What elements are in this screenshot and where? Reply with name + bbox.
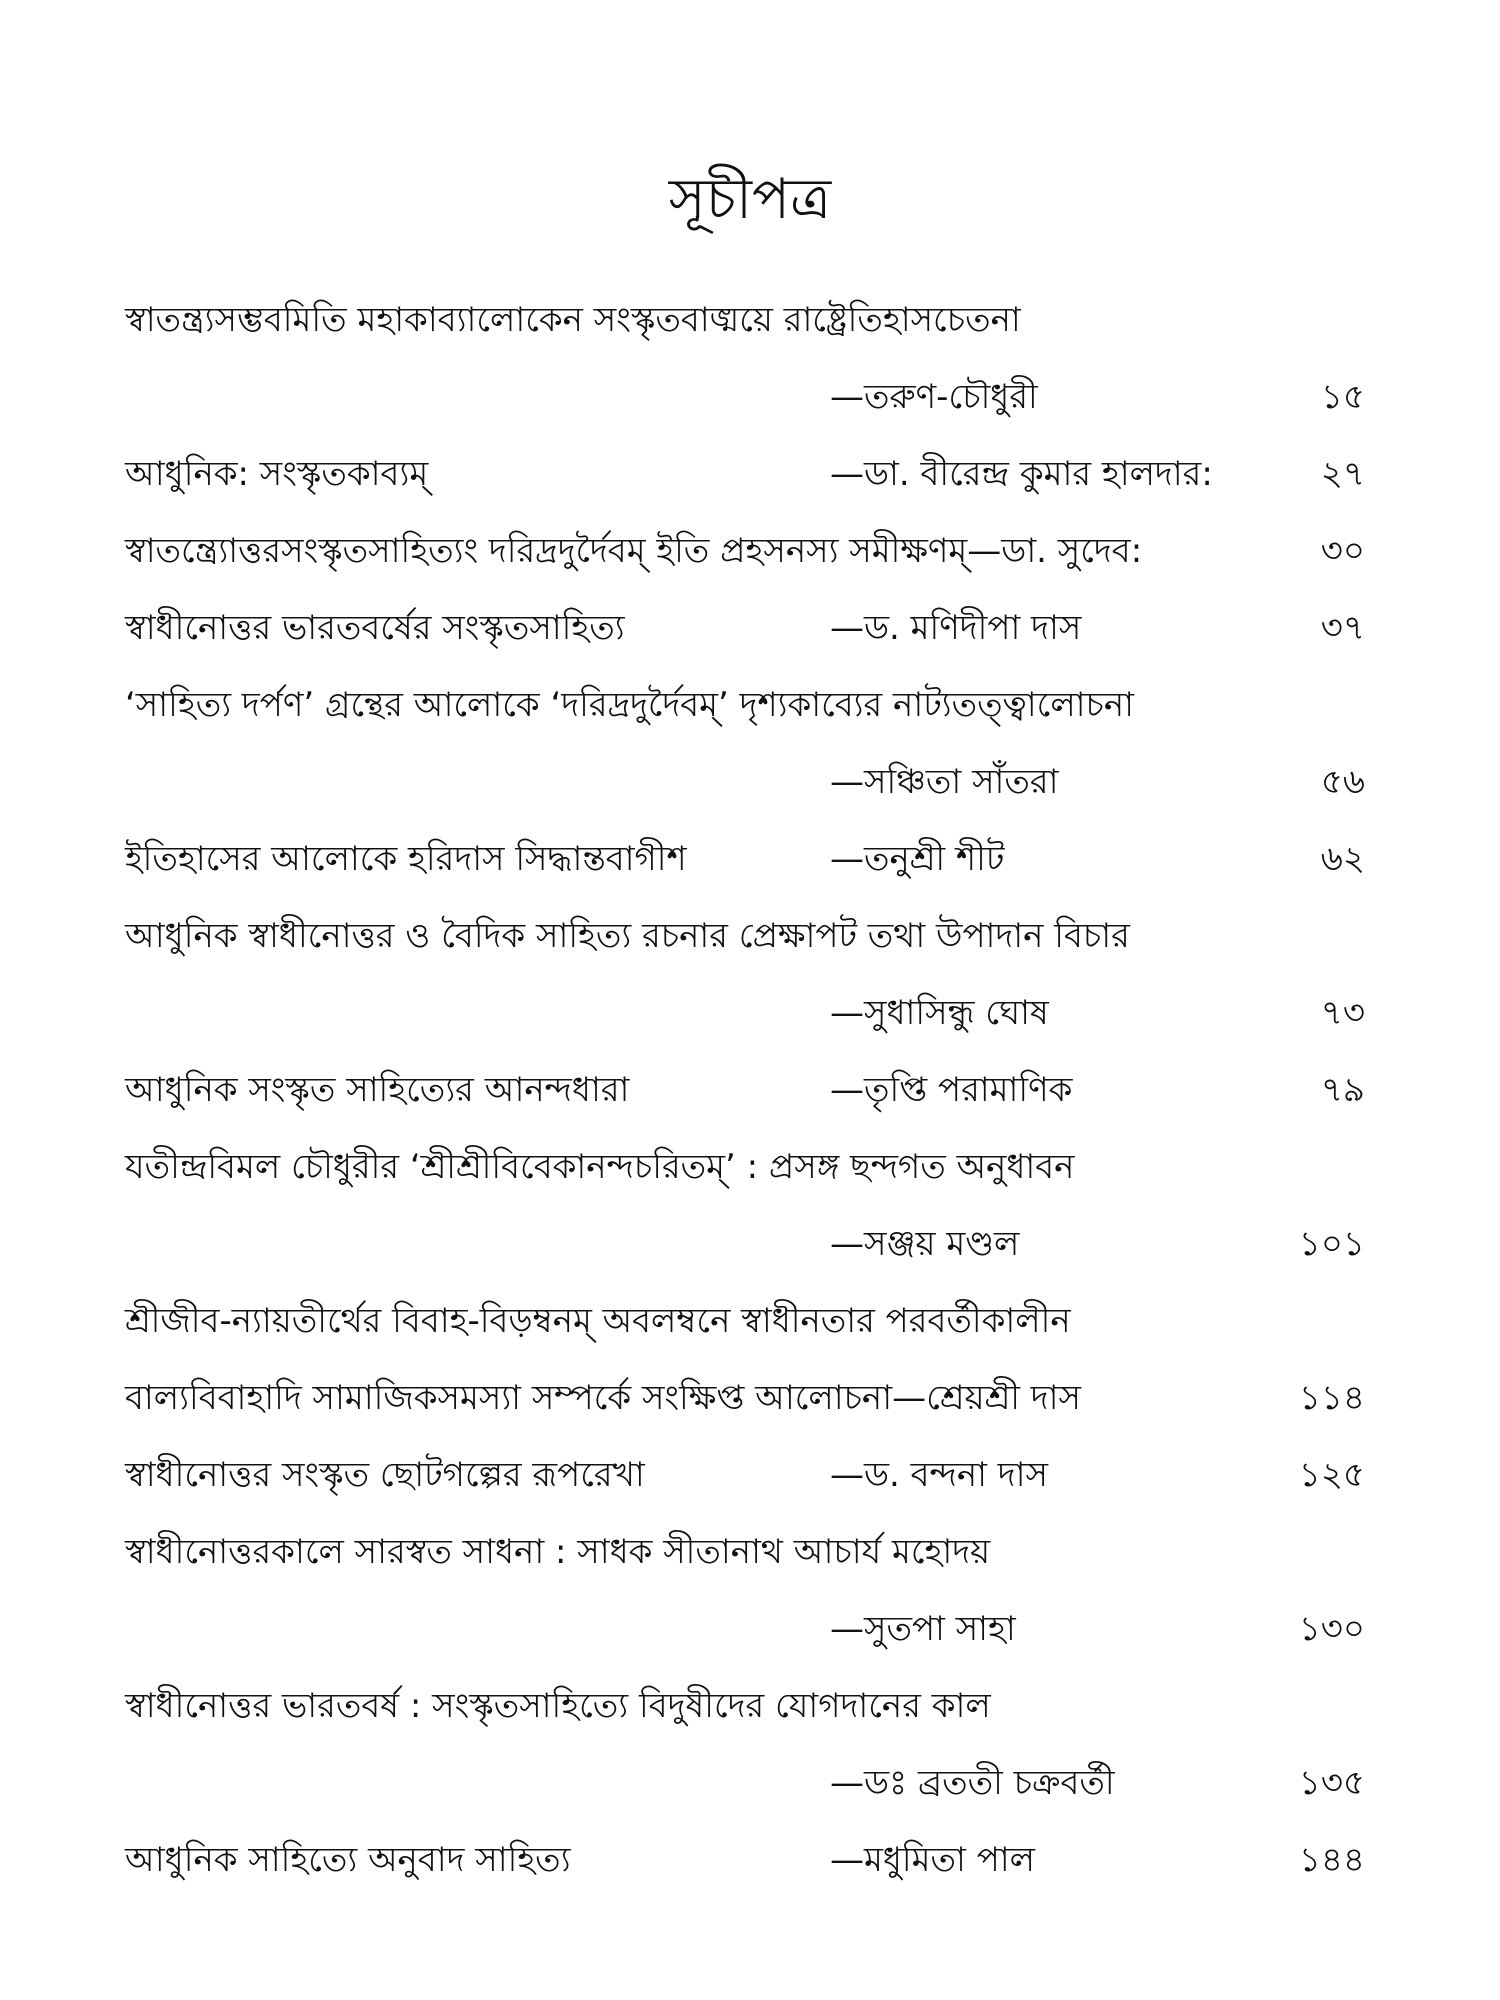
toc-row-19	[125, 1676, 1365, 1736]
entry-title: স্বাধীনোত্তর সংস্কৃত ছোটগল্পের রূপরেখা	[125, 1455, 645, 1495]
entry-author: —ডঃ ব্রততী চক্রবর্তী	[830, 1763, 1115, 1803]
entry-title: ইতিহাসের আলোকে হরিদাস সিদ্ধান্তবাগীশ	[125, 839, 687, 879]
entry-author: —সুতপা সাহা	[830, 1609, 1016, 1649]
toc-row-21	[125, 1830, 1365, 1890]
entry-author: —সুধাসিন্ধু ঘোষ	[830, 993, 1049, 1033]
entry-author: —ড. বন্দনা দাস	[830, 1455, 1048, 1495]
entry-page: ১৩৫	[1298, 1763, 1365, 1803]
entry-page: ৩০	[1320, 531, 1365, 571]
toc-row-14	[125, 1291, 1365, 1351]
entry-title: আধুনিক সাহিত্যে অনুবাদ সাহিত্য	[125, 1840, 571, 1880]
entry-author: —মধুমিতা পাল	[830, 1840, 1035, 1880]
entry-page: ৬২	[1320, 839, 1365, 879]
entry-page: ১১৪	[1298, 1378, 1365, 1418]
entry-author: —সঞ্চিতা সাঁতরা	[830, 762, 1059, 802]
toc-row-2	[125, 367, 1365, 427]
toc-row-18	[125, 1599, 1365, 1659]
toc-row-4	[125, 521, 1365, 581]
entry-page: ১৩০	[1298, 1609, 1365, 1649]
toc-row-13	[125, 1214, 1365, 1274]
toc-row-1	[125, 290, 1365, 350]
page-title: সূচীপত্র	[668, 167, 832, 232]
toc-row-8	[125, 829, 1365, 889]
entry-page: ১৫	[1320, 377, 1365, 417]
toc-row-16	[125, 1445, 1365, 1505]
toc-row-9	[125, 906, 1365, 966]
entry-title: স্বাতন্ত্র্যসম্ভবমিতি মহাকাব্যালোকেন সংস্কৃতবাঙ্ময়ে রাষ্ট্রেতিহাসচেতনা	[125, 300, 1021, 340]
entry-page: ৫৬	[1320, 762, 1365, 802]
entry-page: ১২৫	[1298, 1455, 1365, 1495]
entry-page: ১৪৪	[1298, 1840, 1365, 1880]
entry-title: আধুনিক: সংস্কৃতকাব্যম্	[125, 454, 429, 494]
entry-page: ২৭	[1320, 454, 1365, 494]
entry-page: ৩৭	[1320, 608, 1365, 648]
toc-row-5	[125, 598, 1365, 658]
entry-author: —তৃপ্তি পরামাণিক	[830, 1070, 1073, 1110]
entry-title: স্বাধীনোত্তর ভারতবর্ষ : সংস্কৃতসাহিত্যে বিদুষীদের যোগদানের কাল	[125, 1686, 991, 1726]
entry-title: আধুনিক সংস্কৃত সাহিত্যের আনন্দধারা	[125, 1070, 630, 1110]
toc-row-17	[125, 1522, 1365, 1582]
toc-row-6	[125, 675, 1365, 735]
toc-row-7	[125, 752, 1365, 812]
entry-title: যতীন্দ্রবিমল চৌধুরীর ‘শ্রীশ্রীবিবেকানন্দচরিতম্’ : প্রসঙ্গ ছন্দগত অনুধাবন	[125, 1147, 1075, 1187]
entry-page: ১০১	[1298, 1224, 1365, 1264]
entry-page: ৭৩	[1320, 993, 1365, 1033]
entry-title: বাল্যবিবাহাদি সামাজিকসমস্যা সম্পর্কে সংক্ষিপ্ত আলোচনা—শ্রেয়শ্রী দাস	[125, 1378, 1081, 1418]
toc-row-11	[125, 1060, 1365, 1120]
entry-author: —তনুশ্রী শীট	[830, 839, 1005, 879]
toc-row-12	[125, 1137, 1365, 1197]
entry-title: স্বাতন্ত্র্যোত্তরসংস্কৃতসাহিত্যং দরিদ্রদুর্দৈবম্ ইতি প্রহসনস্য সমীক্ষণম্—ডা. সুদেব:	[125, 531, 1143, 571]
entry-author: —তরুণ-চৌধুরী	[830, 377, 1038, 417]
entry-title: আধুনিক স্বাধীনোত্তর ও বৈদিক সাহিত্য রচনার প্রেক্ষাপট তথা উপাদান বিচার	[125, 916, 1130, 956]
entry-title: স্বাধীনোত্তর ভারতবর্ষের সংস্কৃতসাহিত্য	[125, 608, 625, 648]
entry-title: শ্রীজীব-ন্যায়তীর্থের বিবাহ-বিড়ম্বনম্ অবলম্বনে স্বাধীনতার পরবর্তীকালীন	[125, 1301, 1071, 1341]
entry-author: —সঞ্জয় মণ্ডল	[830, 1224, 1020, 1264]
entry-title: স্বাধীনোত্তরকালে সারস্বত সাধনা : সাধক সীতানাথ আচার্য মহোদয়	[125, 1532, 991, 1572]
entry-title: ‘সাহিত্য দর্পণ’ গ্রন্থের আলোকে ‘দরিদ্রদুর্দৈবম্’ দৃশ্যকাব্যের নাট্যতত্ত্বালোচনা	[125, 685, 1135, 725]
toc-row-10	[125, 983, 1365, 1043]
toc-row-3	[125, 444, 1365, 504]
entry-author: —ডা. বীরেন্দ্র কুমার হালদার:	[830, 454, 1213, 494]
entry-page: ৭৯	[1320, 1070, 1365, 1110]
toc-row-15	[125, 1368, 1365, 1428]
toc-row-20	[125, 1753, 1365, 1813]
entry-author: —ড. মণিদীপা দাস	[830, 608, 1082, 648]
